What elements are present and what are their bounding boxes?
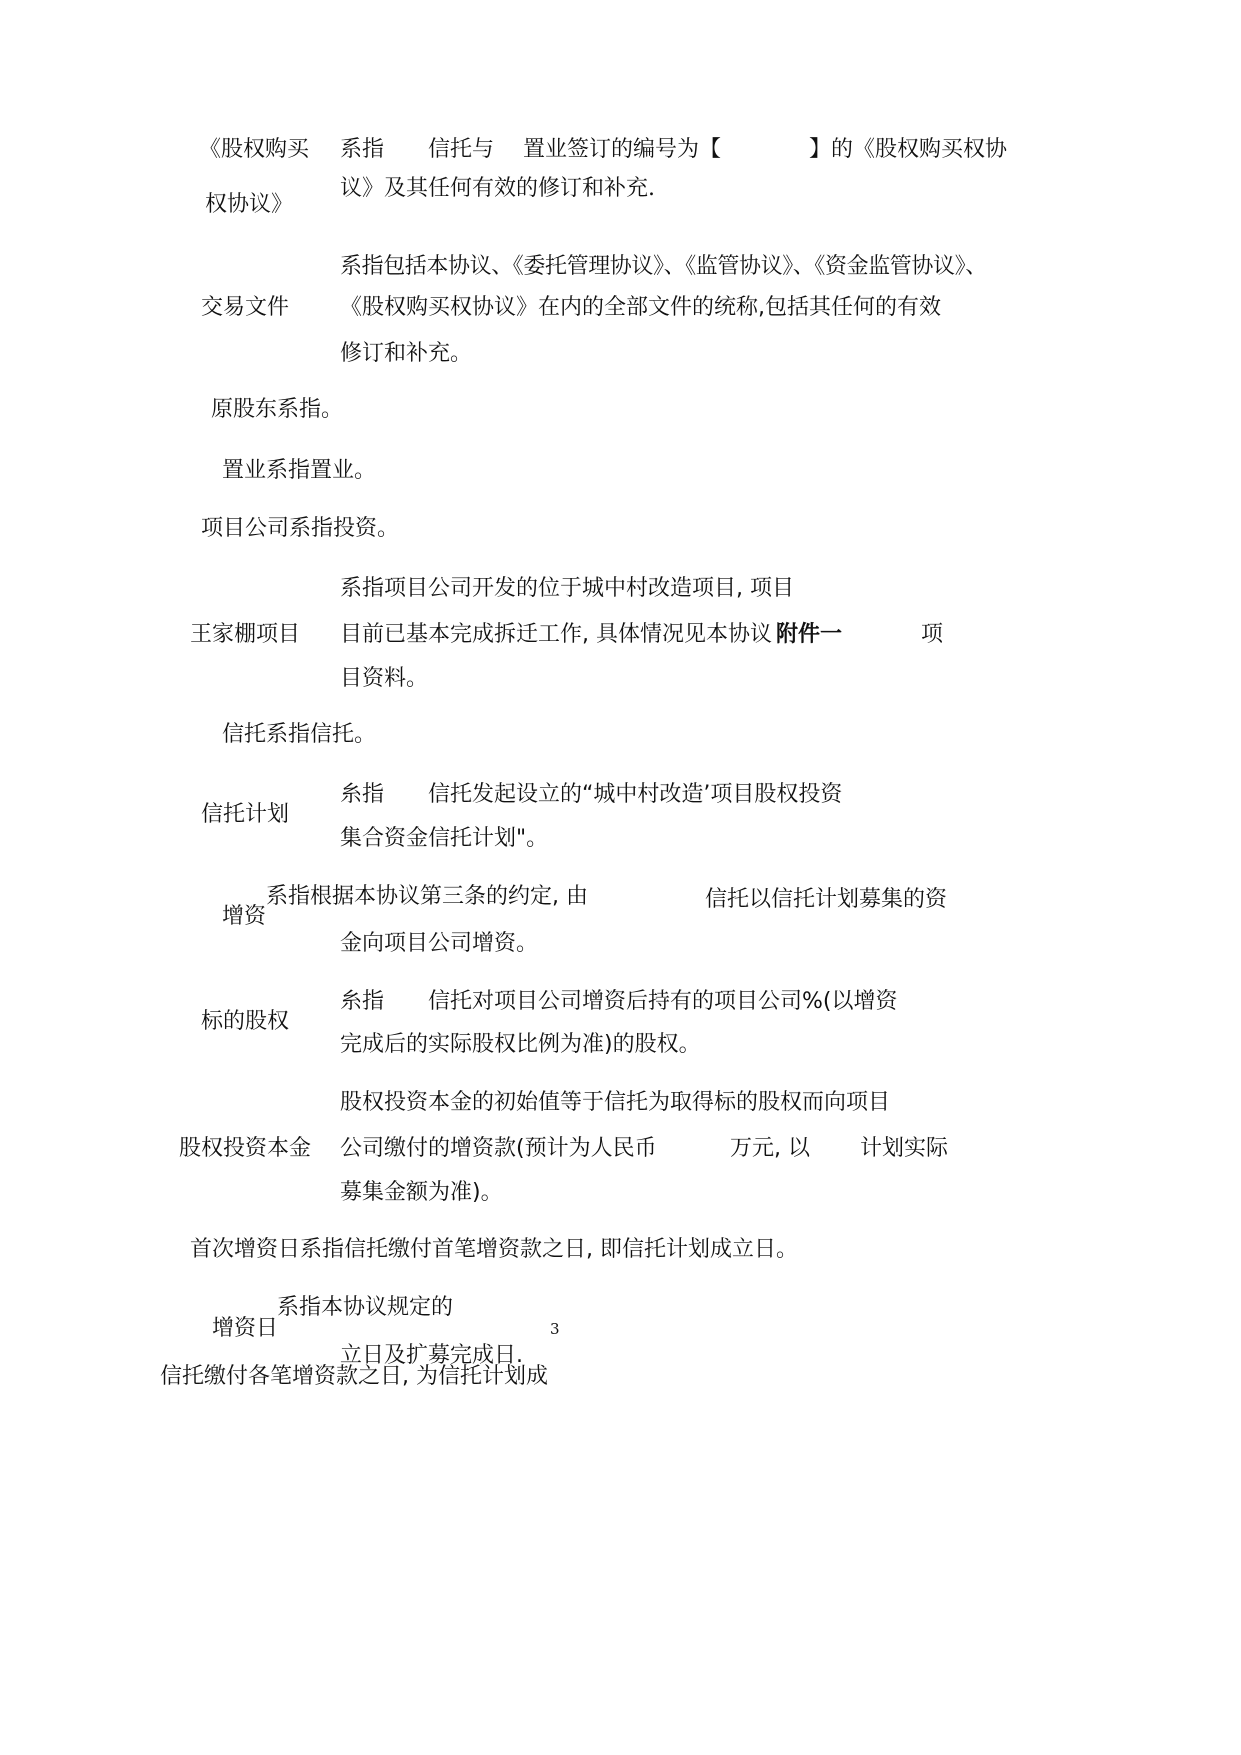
desc-wangjiapeng-line1: 系指项目公司开发的位于城中村改造项目, 项目 <box>340 576 794 601</box>
desc-principal-line3: 募集金额为准)。 <box>340 1180 503 1205</box>
desc-principal-line2: 公司缴付的增资款(预计为人民币 <box>340 1136 657 1161</box>
desc-wangjiapeng-line3: 目资料。 <box>340 666 429 691</box>
desc-capital-increase-line2: 金向项目公司增资。 <box>340 931 539 956</box>
term-equity-investment-principal: 股权投资本金 <box>179 1136 312 1161</box>
def-property: 置业系指置业。 <box>222 458 377 483</box>
term-trust-plan: 信托计划 <box>201 802 290 827</box>
term-capital-increase-date: 增资日 <box>212 1316 279 1341</box>
term-capital-increase: 增资 <box>222 904 267 929</box>
term-transaction-docs: 交易文件 <box>201 295 290 320</box>
desc-principal-line2-amount: 万元, 以 <box>730 1136 810 1161</box>
term-equity-purchase-line1: 《股权购买 <box>199 137 310 162</box>
term-wangjiapeng-project: 王家棚项目 <box>190 622 301 647</box>
desc-trust-plan-line1: 糸指 信托发起设立的“城中村改造’项目股权投资 <box>340 782 843 807</box>
def-original-shareholder: 原股东系指。 <box>211 397 344 422</box>
desc-capital-increase-line1: 系指根据本协议第三条的约定, 由 <box>266 884 588 909</box>
desc-equity-purchase-line2: 议》及其任何有效的修订和补充. <box>340 176 655 201</box>
desc-principal-line1: 股权投资本金的初始值等于信托为取得标的股权而向项目 <box>340 1090 891 1115</box>
desc-capital-increase-date-line2: 立日及扩募完成日. <box>340 1343 523 1368</box>
desc-wangjiapeng-line2: 目前已基本完成拆迁工作, 具体情况见本协议 <box>340 622 772 647</box>
desc-equity-purchase-line1: 系指 信托与 置业签订的编号为【 】的《股权购买权协 <box>340 137 1007 162</box>
term-target-equity: 标的股权 <box>201 1009 290 1034</box>
desc-capital-increase-date-line3: 信托缴付各笔增资款之日, 为信托计划成 <box>160 1364 548 1389</box>
desc-capital-increase-date-line1: 系指本协议规定的 <box>277 1295 454 1320</box>
desc-transaction-docs-line1: 系指包括本协议、《委托管理协议》、《监管协议》、《资金监管协议》、 <box>340 254 987 279</box>
def-project-company: 项目公司系指投资。 <box>201 516 400 541</box>
desc-wangjiapeng-tail: 项 <box>921 622 944 647</box>
term-equity-purchase-line2: 权协议》 <box>205 192 294 217</box>
desc-target-equity-line2: 完成后的实际股权比例为准)的股权。 <box>340 1032 701 1057</box>
desc-wangjiapeng-appendix: 附件一 <box>776 622 843 647</box>
def-trust: 信托系指信托。 <box>222 722 377 747</box>
desc-target-equity-line1: 糸指 信托对项目公司增资后持有的项目公司%(以增资 <box>340 989 898 1014</box>
desc-capital-increase-line1-tail: 信托以信托计划募集的资 <box>705 887 948 912</box>
page-number: 3 <box>550 1320 560 1338</box>
desc-transaction-docs-line2: 《股权购买权协议》在内的全部文件的统称,包括其任何的有效 <box>340 295 941 320</box>
desc-transaction-docs-line3: 修订和补充。 <box>340 341 473 366</box>
desc-trust-plan-line2: 集合资金信托计划"。 <box>340 826 549 851</box>
def-first-capital-increase-date: 首次增资日系指信托缴付首笔增资款之日, 即信托计划成立日。 <box>190 1237 798 1262</box>
desc-principal-line2-tail: 计划实际 <box>860 1136 949 1161</box>
